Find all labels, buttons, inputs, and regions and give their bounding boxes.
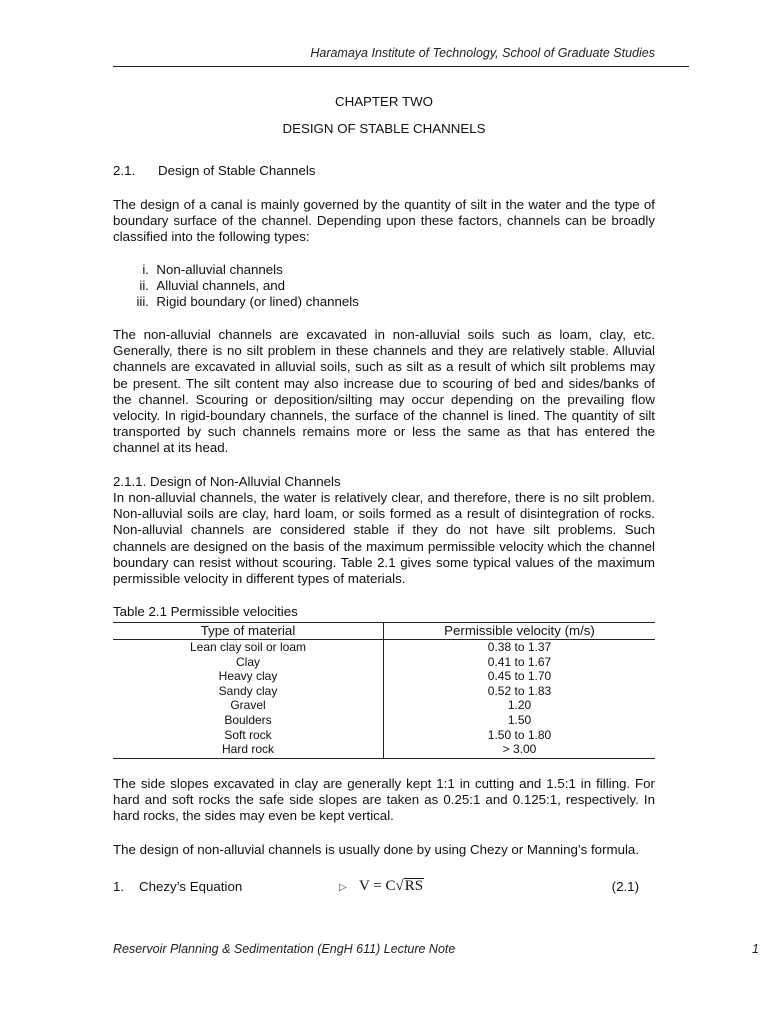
list-item: iii. Rigid boundary (or lined) channels: [136, 294, 359, 310]
non-alluvial-paragraph: In non-alluvial channels, the water is relatively clear, and therefore, there is no silt problem. Non-alluvial soils are clay, hard loam, or soils formed as a result of disintegration of rocks. Non-alluvial channels are considered stable if they do not have silt problems. Such channels are designed on the basis of the maximum permissible velocity which the channel boundary can resist without scouring. Table 2.1 gives some typical values of the maximum permissible velocity in different types of materials.: [113, 490, 655, 587]
table-row: Lean clay soil or loam 0.38 to 1.37: [113, 640, 655, 655]
table-row: Sandy clay 0.52 to 1.83: [113, 684, 655, 699]
formula-lhs: V = C: [359, 878, 396, 894]
subsection-heading: 2.1.1. Design of Non-Alluvial Channels: [113, 474, 341, 489]
formula-radicand: RS: [404, 878, 424, 894]
chapter-label: CHAPTER TWO: [334, 94, 433, 109]
intro-paragraph: The design of a canal is mainly governed by the quantity of silt in the water and the type of boundary surface of the channel. Depending upon these factors, channels can be broadly classified into the following types:: [113, 197, 655, 245]
chapter-title: DESIGN OF STABLE CHANNELS: [282, 121, 486, 136]
page-number: 1: [752, 942, 759, 956]
table-caption: Table 2.1 Permissible velocities: [113, 604, 298, 619]
table-row: Soft rock 1.50 to 1.80: [113, 728, 655, 743]
right-arrow-icon: ▷: [339, 882, 347, 893]
side-slopes-paragraph: The side slopes excavated in clay are generally kept 1:1 in cutting and 1.5:1 in filling. For hard and soft rocks the safe side slopes are taken as 0.25:1 and 0.125:1, respectively. In hard rocks, the sides may even be kept vertical.: [113, 776, 655, 824]
equation-label: Chezy’s Equation: [139, 879, 243, 894]
list-item: ii. Alluvial channels, and: [139, 278, 286, 294]
header-divider: [113, 66, 689, 67]
table-row: Heavy clay 0.45 to 1.70: [113, 669, 655, 684]
chezy-equation-line: [113, 879, 655, 899]
list-item: i. Non-alluvial channels: [142, 262, 283, 277]
table-row: Clay 0.41 to 1.67: [113, 655, 655, 670]
section-number: 2.1.: [113, 163, 136, 178]
section-heading: [113, 163, 315, 179]
section-title: Design of Stable Channels: [158, 163, 316, 178]
sqrt-icon: √: [395, 878, 404, 894]
page-header: Haramaya Institute of Technology, School of Graduate Studies: [310, 46, 655, 60]
table-header: Type of material: [113, 623, 384, 640]
page-footer: Reservoir Planning & Sedimentation (EngH 611) Lecture Note: [113, 942, 456, 956]
equation-item-number: 1.: [113, 879, 125, 894]
table-row: Hard rock > 3.00: [113, 742, 655, 758]
chezy-formula: [359, 878, 424, 894]
table-row: Gravel 1.20: [113, 698, 655, 713]
table-row: Boulders 1.50: [113, 713, 655, 728]
table-header: Permissible velocity (m/s): [384, 623, 656, 640]
channels-paragraph: The non-alluvial channels are excavated in non-alluvial soils such as loam, clay, etc. Generally, there is no silt problem in these channels and they are relatively stable. Alluvial channels are excavated in alluvial soils, such as silt as a result of which silt problems may be present. The silt content may also increase due to scouring of bed and sides/banks of the channel. Scouring or deposition/silting may occur depending on the prevailing flow velocity. In rigid-boundary channels, the surface of the channel is lined. The quantity of silt transported by such channels remains more or less the same as that has entered the channel at its head.: [113, 327, 655, 456]
equation-reference: (2.1): [611, 879, 639, 894]
channel-types-list: [113, 262, 359, 311]
design-method-paragraph: The design of non-alluvial channels is usually done by using Chezy or Manning’s formula.: [113, 842, 640, 857]
permissible-velocity-table: [113, 622, 655, 759]
